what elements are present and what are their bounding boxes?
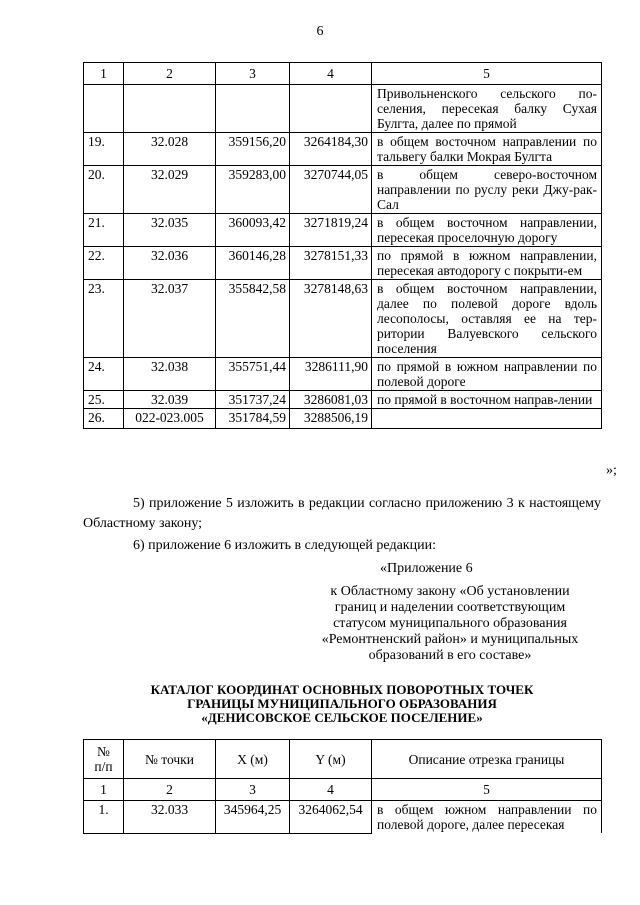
table-row [84, 391, 602, 409]
y-value: 3271819,24 [290, 214, 372, 247]
table-row [84, 214, 602, 247]
x-value: 351784,59 [216, 409, 290, 429]
x-value: 351737,24 [216, 391, 290, 409]
point-id [124, 85, 216, 133]
x-value: 359156,20 [216, 133, 290, 166]
row-number: 1. [84, 801, 124, 834]
row-number: 20. [84, 166, 124, 214]
x-value: 355751,44 [216, 358, 290, 391]
x-value: 359283,00 [216, 166, 290, 214]
segment-description: в общем южном направлении по полевой дороге, далее пересекая [372, 801, 602, 834]
segment-description: Привольненского сельского по-селения, пересекая балку Сухая Булгта, далее по прямой [372, 85, 602, 133]
num-cell: 2 [124, 779, 216, 801]
table-row [84, 133, 602, 166]
num-cell: 1 [84, 779, 124, 801]
segment-description: в общем восточном направлении, пересекая проселочную дорогу [372, 214, 602, 247]
table2-numbers-row [84, 779, 602, 801]
appendix-line-1: к Областному закону «Об установлении [330, 584, 570, 599]
y-value: 3286111,90 [290, 358, 372, 391]
row-number: 19. [84, 133, 124, 166]
point-id: 32.033 [124, 801, 216, 834]
table-row [84, 247, 602, 280]
point-id: 32.037 [124, 280, 216, 358]
table-row [84, 801, 602, 834]
row-number [84, 85, 124, 133]
segment-description: по прямой в восточном направ-лении [372, 391, 602, 409]
boundary-table-continued [83, 62, 602, 429]
paragraph-6: 6) приложение 6 изложить в следующей редакции: [133, 538, 436, 553]
y-value: 3278148,63 [290, 280, 372, 358]
coordinates-table [83, 739, 602, 834]
x-value: 345964,25 [216, 801, 290, 834]
segment-description: по прямой в южном направлении по полевой дороге [372, 358, 602, 391]
segment-description: в общем восточном направлении, далее по полевой дороге вдоль лесополосы, оставляя ее на тер-ритории Валуевского сельского поселения [372, 280, 602, 358]
table1-header-row [84, 63, 602, 85]
point-id: 32.028 [124, 133, 216, 166]
x-value: 360146,28 [216, 247, 290, 280]
num-cell: 5 [372, 779, 602, 801]
point-id: 32.038 [124, 358, 216, 391]
header-cell: 5 [372, 63, 602, 85]
col-number-header: № п/п [84, 740, 124, 779]
x-value: 355842,58 [216, 280, 290, 358]
table2-header-row [84, 740, 602, 779]
y-value [290, 85, 372, 133]
table-row [84, 358, 602, 391]
y-value: 3270744,05 [290, 166, 372, 214]
header-cell: 1 [84, 63, 124, 85]
catalog-line-2: ГРАНИЦЫ МУНИЦИПАЛЬНОГО ОБРАЗОВАНИЯ [187, 696, 497, 711]
row-number: 22. [84, 247, 124, 280]
table-row [84, 85, 602, 133]
appendix-line-5: образований в его составе» [368, 648, 532, 663]
x-value: 360093,42 [216, 214, 290, 247]
header-cell: 4 [290, 63, 372, 85]
table-row [84, 409, 602, 429]
segment-description [372, 409, 602, 429]
row-number: 23. [84, 280, 124, 358]
paragraph-5: 5) приложение 5 изложить в редакции согласно приложению 3 к настоящему Областному закону; [83, 496, 601, 531]
point-id: 022-023.005 [124, 409, 216, 429]
appendix-line-4: «Ремонтненский район» и муниципальных [321, 632, 579, 647]
col-x-header: X (м) [216, 740, 290, 779]
num-cell: 3 [216, 779, 290, 801]
header-cell: 3 [216, 63, 290, 85]
point-id: 32.035 [124, 214, 216, 247]
segment-description: в общем восточном направлении по тальвегу балки Мокрая Булгта [372, 133, 602, 166]
catalog-line-1: КАТАЛОГ КООРДИНАТ ОСНОВНЫХ ПОВОРОТНЫХ ТОЧЕК [150, 682, 534, 697]
col-y-header: Y (м) [290, 740, 372, 779]
appendix-title: «Приложение 6 [380, 561, 473, 576]
y-value: 3278151,33 [290, 247, 372, 280]
catalog-line-3: «ДЕНИСОВСКОЕ СЕЛЬСКОЕ ПОСЕЛЕНИЕ» [201, 710, 483, 725]
row-number: 25. [84, 391, 124, 409]
table-row [84, 280, 602, 358]
segment-description: по прямой в южном направлении, пересекая автодорогу с покрыти-ем [372, 247, 602, 280]
segment-description: в общем северо-восточном направлении по руслу реки Джу-рак-Сал [372, 166, 602, 214]
point-id: 32.039 [124, 391, 216, 409]
col-desc-header: Описание отрезка границы [372, 740, 602, 779]
x-value [216, 85, 290, 133]
y-value: 3286081,03 [290, 391, 372, 409]
page-number: 6 [316, 24, 324, 39]
point-id: 32.029 [124, 166, 216, 214]
catalog-heading [83, 683, 601, 725]
appendix-line-3: статусом муниципального образования [333, 616, 567, 631]
point-id: 32.036 [124, 247, 216, 280]
row-number: 21. [84, 214, 124, 247]
row-number: 26. [84, 409, 124, 429]
row-number: 24. [84, 358, 124, 391]
col-point-header: № точки [124, 740, 216, 779]
appendix-line-2: границ и наделении соответствующим [334, 600, 566, 615]
y-value: 3264184,30 [290, 133, 372, 166]
table-row [84, 166, 602, 214]
y-value: 3288506,19 [290, 409, 372, 429]
header-cell: 2 [124, 63, 216, 85]
y-value: 3264062,54 [290, 801, 372, 834]
num-cell: 4 [290, 779, 372, 801]
table1-body [84, 63, 602, 429]
closing-quote: »; [606, 463, 617, 478]
